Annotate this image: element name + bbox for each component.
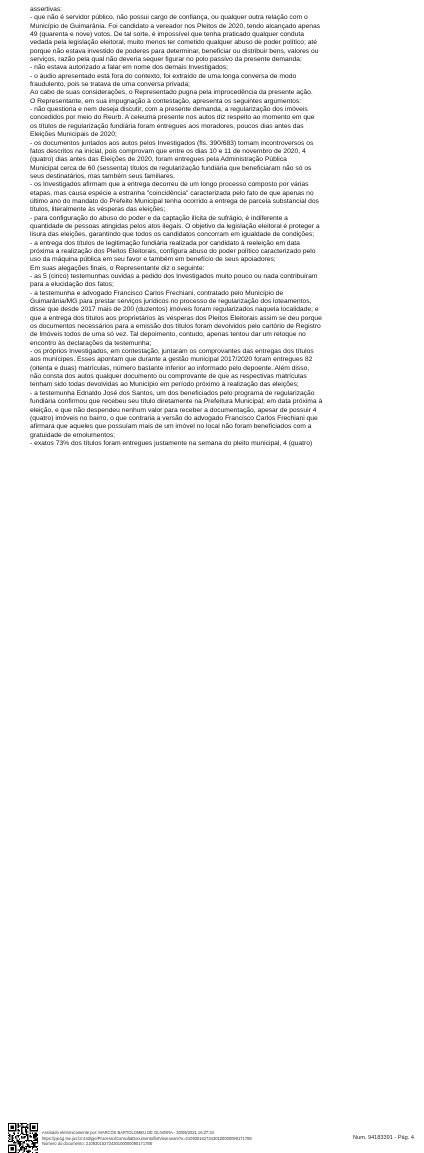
body-line: (quatro) dias antes das Eleições de 2020, foram entregues pela Administração Pública — [30, 156, 287, 164]
body-line: - a testemunha e advogado Francisco Carlos Frechiani, contratado pelo Município de — [30, 289, 284, 297]
body-line: fatos descritos na inicial, pois comprovam que entre os dias 10 e 11 de novembro de 2020, 4 — [30, 147, 306, 155]
body-line: disse que desde 2017 mais de 200 (duzentos) imóveis foram regularizados naquela localidade; e — [30, 306, 319, 314]
document-url-link[interactable]: https://pje1g.tse.jus.br:443/pje/Processo/ConsultaDocumento/listView.seam?x=21093016273430100000090171788 — [42, 1135, 252, 1141]
body-line: seus destinatários, mas também seus familiares. — [30, 172, 175, 180]
body-line: próxima a realização dos Pleitos Eleitorais, configura abuso do poder político caracterizado pelo — [30, 247, 316, 255]
body-line: - não estava autorizado a falar em nome dos demais Investigados; — [30, 64, 228, 72]
body-line: 49 (quarenta e nove) votos. De tal sorte, é impossível que tenha praticado qualquer conduta — [30, 31, 304, 39]
body-line: aos munícipes. Esses apontam que durante a gestão municipal 2017/2020 foram entregues 82 — [30, 356, 313, 364]
body-line: vedada pela legislação eleitoral, muito menos ter cometido qualquer abuso de poder político; até — [30, 39, 318, 47]
document-number-line: Número do documento: 21093016273430100000090171788 — [42, 1141, 152, 1147]
body-line: encontro às declarações da testemunha; — [30, 339, 152, 347]
body-line: - a testemunha Ednaldo José dos Santos, um dos beneficiados pelo programa de regularização — [30, 389, 315, 397]
body-line: eleição, e que não despendeu nenhum valor para receber a documentação, apesar de possuir 4 — [30, 406, 317, 414]
body-line: tenham sido todas devolvidas ao Município em período próximo à realização das eleições; — [30, 381, 299, 389]
document-footer — [0, 560, 424, 1147]
body-line: Municipal cerca de 60 (sessenta) títulos de regularização fundiária que beneficiaram não só os — [30, 164, 312, 172]
body-line: - que não é servidor público, não possui cargo de confiança, ou qualquer outra relação com o — [30, 14, 308, 22]
body-line: que a entrega dos títulos aos proprietários às vésperas dos Pleitos Eleitorais assim se deu porque — [30, 314, 322, 322]
body-line: para a elucidação dos fatos; — [30, 281, 114, 289]
signed-by-line: Assinado eletronicamente por: MARCOS BARTOLOMEU DE OLIVEIRA - 30/09/2021 16:27:34 — [42, 1130, 214, 1135]
body-line: fundiária confirmou que recebeu seu título diretamente na Prefeitura Municipal; em data próxima à — [30, 398, 323, 406]
body-line: gratuidade de emolumentos; — [30, 431, 116, 439]
body-line: concedidos por meio do Reurb. A celeuma presente nos autos diz respeito ao momento em que — [30, 114, 315, 122]
body-line: assertivas: — [30, 6, 63, 13]
body-line: de Imóveis todos de uma só vez. Tal depoimento, contudo, apenas tentou dar um retoque no — [30, 331, 306, 339]
body-line: - os documentos juntados aos autos pelos Investigados (fls. 390/683) tornam incontroversos os — [30, 139, 314, 147]
body-line: - as 5 (cinco) testemunhas ouvidas a pedido dos Investigados muito pouco ou nada contribuíram — [30, 273, 318, 280]
body-line: Eleições Municipais de 2020; — [30, 131, 117, 139]
body-line: porque não estava investido de poderes para determinar, beneficiar ou distribuir bens, valores ou — [30, 47, 319, 55]
body-line: serviços, razão pela qual não deveria sequer figurar no polo passivo da presente demanda; — [30, 56, 302, 64]
document-body-text — [30, 6, 400, 448]
body-line: afirmara que aqueles que possuíam mais de um imóvel no local não foram beneficiados com a — [30, 423, 312, 431]
body-line: - os próprios Investigados, em contestação, juntaram os comprovantes das entregas dos títulos — [30, 348, 314, 356]
body-line: (oitenta e duas) matrículas, número bastante inferior ao informado pelo depoente. Além disso, — [30, 364, 310, 372]
body-line: fraudulento, pois se tratava de uma conversa privada; — [30, 81, 190, 89]
body-line: Guimarânia/MG para prestar serviços jurídicos no processo de regularização dos loteamentos, — [30, 298, 312, 306]
body-line: - a entrega dos títulos de legitimação fundiária realizada por candidato à reeleição em data — [30, 239, 300, 247]
body-line: lisura das eleições, garantindo que todos os candidatos concorram em igualdade de condições; — [30, 231, 315, 239]
body-line: - não questiona e nem deseja discutir, com a presente demanda, a regularização dos imóveis — [30, 106, 308, 114]
body-line: - para configuração do abuso do poder e da captação ilícita de sufrágio, é indiferente a — [30, 214, 288, 222]
body-line: etapas, mas causa espécie a estranha "coincidência" caracterizada pelo fato de que apenas no — [30, 189, 314, 197]
body-line: O Representante, em sua impugnação à contestação, apresenta os seguintes argumentos: — [30, 97, 302, 105]
body-line: Município de Guimarânia. Foi candidato a vereador nos Pleitos de 2020, tendo alcançado apenas — [30, 22, 321, 30]
body-line: - exatos 73% dos títulos foram entregues justamente na semana do pleito municipal, 4 (quatro) — [30, 439, 313, 447]
body-line: não consta dos autos qualquer documento ou comprovante de que as respectivas matrículas — [30, 373, 307, 381]
body-line: títulos, literalmente às vésperas das eleições; — [30, 206, 166, 214]
body-line: os títulos de regularização fundiária foram entregues aos moradores, poucos dias antes das — [30, 122, 304, 130]
body-line: Ao cabo de suas considerações, o Representado pugna pela improcedência da presente ação. — [30, 89, 313, 97]
signature-info — [42, 1130, 252, 1147]
body-line: quantidade de pessoas atingidas pelos atos ilegais. O objetivo da legislação eleitoral é proteger a — [30, 222, 320, 230]
qr-code-icon — [8, 1123, 38, 1153]
page-reference: Num. 94183391 - Pág. 4 — [353, 1135, 414, 1141]
body-line: uso da máquina pública em seu favor e também em benefício de seus apoiadores; — [30, 256, 276, 264]
body-line: - os Investigados afirmam que a entrega decorreu de um longo processo composto por várias — [30, 181, 309, 189]
body-line: - o áudio apresentado está fora do contexto, foi extraído de uma longa conversa de modo — [30, 72, 297, 80]
body-line: os documentos necessários para a emissão dos títulos foram devolvidos pelo cartório de Registro — [30, 323, 321, 331]
body-line: último ano do mandato do Prefeito Municipal tenha ocorrido a entrega de parcela substancial dos — [30, 197, 319, 205]
body-line: (quatro) imóveis no bairro, o que contraria a versão do advogado Francisco Carlos Frechiani que — [30, 414, 318, 422]
body-line: Em suas alegações finais, o Representante diz o seguinte: — [30, 264, 205, 272]
